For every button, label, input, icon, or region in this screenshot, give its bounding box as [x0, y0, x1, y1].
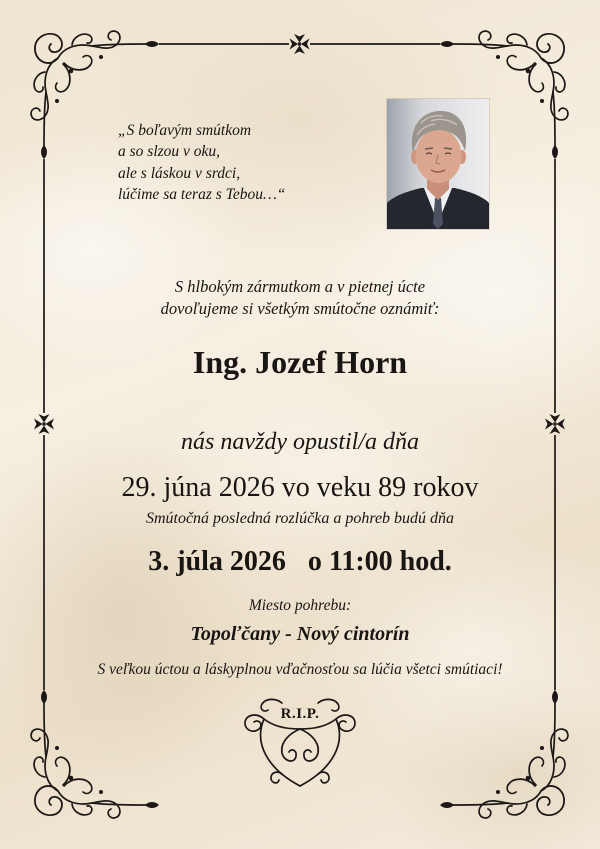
deceased-name: Ing. Jozef Horn: [192, 344, 408, 380]
ceremony-time: o 11:00 hod.: [307, 546, 452, 577]
photo-face: [416, 129, 462, 183]
quote-line: „S boľavým smútkom: [118, 122, 252, 139]
ceremony-datetime: [0, 545, 600, 578]
ceremony-intro: Smútočná posledná rozlúčka a pohreb budú dňa: [145, 510, 455, 527]
memorial-quote: [118, 120, 285, 205]
burial-place: Topoľčany - Nový cintorín: [190, 623, 410, 645]
portrait-photo: [387, 99, 489, 229]
death-details: 29. júna 2026 vo veku 89 rokov: [121, 472, 479, 503]
quote-line: a so slzou v oku,: [118, 143, 221, 161]
closing-line: S veľkou úctou a láskyplnou vďačnosťou sa lúčia všetci smútiaci!: [97, 661, 503, 678]
ceremony-date: 3. júla 2026: [148, 546, 286, 577]
intro-line-1: S hlbokým zármutkom a v pietnej úcte: [174, 277, 426, 296]
intro-line-2: dovoľujeme si všetkým smútočne oznámiť:: [160, 299, 440, 318]
quote-line: ale s láskou v srdci,: [118, 164, 241, 182]
departed-text: nás navždy opustil/a dňa: [181, 429, 419, 455]
rip-emblem-text: R.I.P.: [280, 706, 320, 722]
burial-place-label: Miesto pohrebu:: [248, 597, 352, 614]
maltese-cross-top-icon: [290, 34, 310, 54]
quote-line: lúčime sa teraz s Tebou…“: [118, 185, 286, 203]
